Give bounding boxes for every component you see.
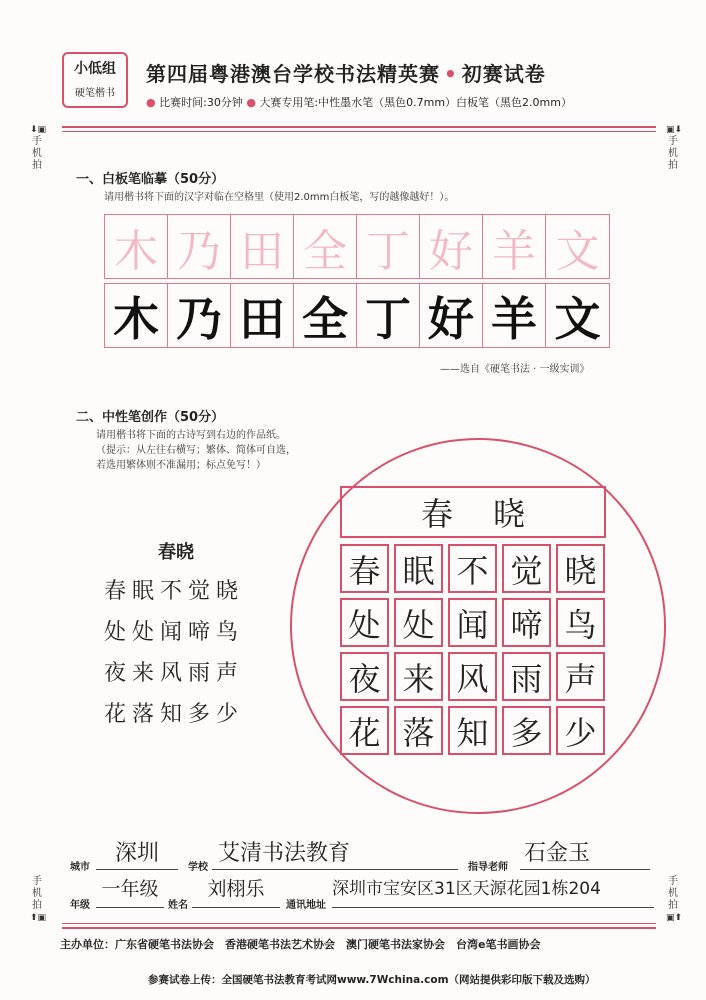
city-field[interactable]: 深圳 [96,836,178,870]
copy-char-cell: 羊 [483,284,546,347]
poem-line: 夜来风雨声 [104,661,245,686]
work-cell: 知 [448,706,497,755]
camera-icon: ⬆▣ [30,913,47,923]
bullet-icon: ● [146,96,156,109]
poem-line: 春眠不觉晓 [104,579,245,604]
model-char-cell: 木 [105,215,168,278]
work-row [340,652,606,701]
badge-script-label: 硬笔楷书 [75,88,115,99]
badge-group-label: 小低组 [74,61,116,77]
pen-info: 大赛专用笔:中性墨水笔（黑色0.7mm）白板笔（黑色2.0mm） [259,96,572,109]
work-grid [340,544,606,760]
model-char-cell: 乃 [168,215,231,278]
address-label: 通讯地址 [286,900,326,911]
footer-rule [62,927,656,929]
school-label: 学校 [188,862,208,873]
work-cell: 春 [340,544,389,593]
work-cell: 闻 [448,598,497,647]
paper-type: 初赛试卷 [461,62,546,86]
page-title [146,58,546,87]
side-text: 手机拍 [32,136,42,171]
header-rule-thin [62,131,656,132]
copy-char-cell: 乃 [168,284,231,347]
copy-char-cell: 好 [420,284,483,347]
address-field[interactable]: 深圳市宝安区31区天源花园1栋204 [332,874,654,908]
work-row [340,706,606,755]
teacher-label: 指导老师 [468,862,508,873]
work-cell: 声 [556,652,605,701]
work-cell: 觉 [502,544,551,593]
work-cell: 夜 [340,652,389,701]
side-marker-top-left [30,124,47,172]
copy-char-cell: 文 [554,291,601,346]
section1-title: 一、白板笔临摹（50分） [76,172,225,187]
exam-info [146,94,572,110]
school-field[interactable]: 艾清书法教育 [212,836,458,870]
grade-field[interactable]: 一年级 [96,874,164,908]
work-row [340,544,606,593]
teacher-field[interactable]: 石金玉 [520,836,650,870]
work-cell: 少 [556,706,605,755]
grade-label: 年级 [70,900,90,911]
name-label: 姓名 [168,900,188,911]
instruction-line: 请用楷书将下面的古诗写到右边的作品纸。 [96,430,286,441]
camera-icon: ▣⬇ [666,125,683,135]
model-char-cell: 好 [420,215,483,278]
work-cell: 眠 [394,544,443,593]
work-cell: 落 [394,706,443,755]
organizers: 主办单位：广东省硬笔书法协会 香港硬笔书法艺术协会 澳门硬笔书法家协会 台湾e笔书画协会 [60,938,541,951]
header-rule [62,126,656,128]
side-marker-top-right [666,124,683,172]
work-row [340,598,606,647]
copy-char-cell: 木 [105,284,168,347]
model-char-row [104,214,610,279]
model-char-cell: 羊 [483,215,546,278]
work-cell: 雨 [502,652,551,701]
poem-line: 处处闻啼鸟 [104,620,245,645]
upload-note: 参赛试卷上传：全国硬笔书法教育考试网www.7Wchina.com（网站提供彩印版下载及选购） [148,974,596,986]
bullet-icon: ● [246,96,256,109]
work-cell: 处 [394,598,443,647]
work-cell: 来 [394,652,443,701]
work-cell: 风 [448,652,497,701]
name-field[interactable]: 刘栩乐 [192,874,280,908]
work-cell: 处 [340,598,389,647]
source-note: ——选自《硬笔书法 · 一级实训》 [440,364,590,375]
work-cell: 多 [502,706,551,755]
side-marker-bottom-right [666,876,683,924]
work-cell: 啼 [502,598,551,647]
copy-char-cell: 丁 [357,284,420,347]
model-char-cell: 田 [231,215,294,278]
title-dot: • [444,62,458,86]
model-char-cell: 文 [555,225,600,277]
poem-text [104,574,244,728]
model-char-cell: 全 [294,215,357,278]
section1-instruction: 请用楷书将下面的汉字对临在空格里（使用2.0mm白板笔，写的越像越好！）。 [104,192,455,203]
side-text: 手机拍 [668,136,678,171]
side-marker-bottom-left [30,876,47,924]
poem-line: 花落知多少 [104,702,245,727]
poem-title: 春晓 [158,542,194,563]
work-cell: 晓 [556,544,605,593]
copy-char-row [104,283,610,348]
work-cell: 不 [448,544,497,593]
instruction-line: 若选用繁体则不准漏用；标点免写！） [96,460,266,471]
work-cell: 鸟 [556,598,605,647]
city-label: 城市 [70,862,90,873]
time-info: 比赛时间:30分钟 [159,96,243,109]
section2-title: 二、中性笔创作（50分） [76,410,225,425]
side-text: 手机拍 [32,876,42,911]
camera-icon: ⬇▣ [30,125,47,135]
model-char-cell: 丁 [357,215,420,278]
section2-instruction [96,428,296,473]
footer-rule-thin [62,923,656,924]
work-title: 春晓 [340,486,606,538]
group-badge [62,52,128,108]
copy-char-cell: 田 [231,284,294,347]
side-text: 手机拍 [668,876,678,911]
competition-name: 第四届粤港澳台学校书法精英赛 [146,62,440,86]
instruction-line: （提示：从左往右横写；繁体、简体可自选， [96,445,296,456]
camera-icon: ▣⬆ [666,913,683,923]
work-cell: 花 [340,706,389,755]
copy-char-cell: 全 [294,284,357,347]
